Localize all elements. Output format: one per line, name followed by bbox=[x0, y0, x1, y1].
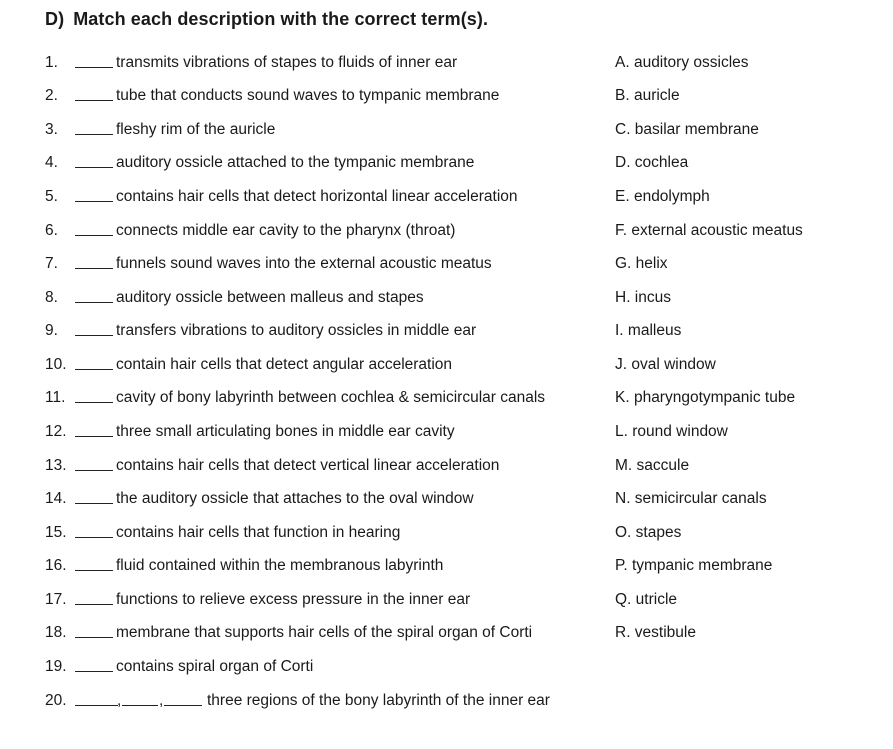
blank-separator: , bbox=[117, 692, 122, 709]
term-option: A. auditory ossicles bbox=[615, 54, 749, 71]
answer-blank[interactable] bbox=[164, 705, 202, 706]
answer-blank[interactable] bbox=[75, 637, 113, 638]
answer-blank[interactable] bbox=[75, 201, 113, 202]
question-description: connects middle ear cavity to the pharynx (throat) bbox=[116, 222, 456, 239]
question-number: 18. bbox=[45, 624, 67, 641]
answer-blank[interactable] bbox=[75, 470, 113, 471]
question-number: 12. bbox=[45, 423, 67, 440]
term-option: G. helix bbox=[615, 255, 668, 272]
question-number: 15. bbox=[45, 524, 67, 541]
term-option: N. semicircular canals bbox=[615, 490, 767, 507]
question-number: 9. bbox=[45, 322, 58, 339]
term-option: R. vestibule bbox=[615, 624, 696, 641]
answer-blank[interactable] bbox=[122, 705, 158, 706]
answer-blank[interactable] bbox=[75, 503, 113, 504]
question-number: 5. bbox=[45, 188, 58, 205]
blank-separator: , bbox=[159, 692, 164, 709]
answer-blank[interactable] bbox=[75, 167, 113, 168]
question-description: contains hair cells that detect horizontal linear acceleration bbox=[116, 188, 518, 205]
term-option: D. cochlea bbox=[615, 154, 689, 171]
answer-blank[interactable] bbox=[75, 67, 113, 68]
section-instructions: Match each description with the correct term(s). bbox=[73, 9, 489, 29]
worksheet-title bbox=[45, 9, 488, 30]
term-option: J. oval window bbox=[615, 356, 716, 373]
question-description: fleshy rim of the auricle bbox=[116, 121, 276, 138]
question-number: 14. bbox=[45, 490, 67, 507]
question-number: 16. bbox=[45, 557, 67, 574]
question-description: fluid contained within the membranous labyrinth bbox=[116, 557, 444, 574]
question-number: 19. bbox=[45, 658, 67, 675]
term-option: E. endolymph bbox=[615, 188, 710, 205]
question-description: auditory ossicle between malleus and stapes bbox=[116, 289, 424, 306]
question-number: 6. bbox=[45, 222, 58, 239]
answer-blank[interactable] bbox=[75, 134, 113, 135]
question-number: 13. bbox=[45, 457, 67, 474]
answer-blank[interactable] bbox=[75, 335, 113, 336]
answer-blank[interactable] bbox=[75, 235, 113, 236]
answer-blank[interactable] bbox=[75, 537, 113, 538]
term-option: P. tympanic membrane bbox=[615, 557, 773, 574]
answer-blank[interactable] bbox=[75, 604, 113, 605]
question-number: 8. bbox=[45, 289, 58, 306]
term-option: M. saccule bbox=[615, 457, 690, 474]
question-description: functions to relieve excess pressure in the inner ear bbox=[116, 591, 471, 608]
term-option: B. auricle bbox=[615, 87, 680, 104]
question-description: contains hair cells that function in hearing bbox=[116, 524, 401, 541]
question-description: transfers vibrations to auditory ossicles in middle ear bbox=[116, 322, 477, 339]
answer-blank[interactable] bbox=[75, 671, 113, 672]
question-description: tube that conducts sound waves to tympanic membrane bbox=[116, 87, 500, 104]
answer-blank[interactable] bbox=[75, 436, 113, 437]
answer-blank[interactable] bbox=[75, 100, 113, 101]
question-number: 1. bbox=[45, 54, 58, 71]
question-description: three regions of the bony labyrinth of the inner ear bbox=[207, 692, 550, 709]
question-number: 4. bbox=[45, 154, 58, 171]
term-option: O. stapes bbox=[615, 524, 682, 541]
term-option: K. pharyngotympanic tube bbox=[615, 389, 796, 406]
term-option: Q. utricle bbox=[615, 591, 678, 608]
question-number: 11. bbox=[45, 389, 66, 406]
term-option: L. round window bbox=[615, 423, 728, 440]
answer-blank[interactable] bbox=[75, 268, 113, 269]
question-description: contain hair cells that detect angular acceleration bbox=[116, 356, 453, 373]
question-description: three small articulating bones in middle ear cavity bbox=[116, 423, 455, 440]
question-number: 7. bbox=[45, 255, 58, 272]
answer-blank[interactable] bbox=[75, 369, 113, 370]
answer-blank[interactable] bbox=[75, 705, 118, 706]
question-number: 20. bbox=[45, 692, 67, 709]
answer-blank[interactable] bbox=[75, 402, 113, 403]
term-option: F. external acoustic meatus bbox=[615, 222, 803, 239]
term-option: H. incus bbox=[615, 289, 671, 306]
question-description: contains hair cells that detect vertical linear acceleration bbox=[116, 457, 500, 474]
question-description: the auditory ossicle that attaches to the oval window bbox=[116, 490, 474, 507]
question-number: 3. bbox=[45, 121, 58, 138]
question-description: membrane that supports hair cells of the spiral organ of Corti bbox=[116, 624, 533, 641]
answer-blank[interactable] bbox=[75, 570, 113, 571]
term-option: I. malleus bbox=[615, 322, 682, 339]
question-description: auditory ossicle attached to the tympanic membrane bbox=[116, 154, 475, 171]
question-number: 2. bbox=[45, 87, 58, 104]
question-description: transmits vibrations of stapes to fluids of inner ear bbox=[116, 54, 458, 71]
question-description: contains spiral organ of Corti bbox=[116, 658, 314, 675]
question-description: funnels sound waves into the external acoustic meatus bbox=[116, 255, 492, 272]
question-number: 10. bbox=[45, 356, 67, 373]
answer-blank[interactable] bbox=[75, 302, 113, 303]
term-option: C. basilar membrane bbox=[615, 121, 759, 138]
section-label: D) bbox=[45, 9, 65, 29]
question-number: 17. bbox=[45, 591, 67, 608]
question-description: cavity of bony labyrinth between cochlea & semicircular canals bbox=[116, 389, 546, 406]
